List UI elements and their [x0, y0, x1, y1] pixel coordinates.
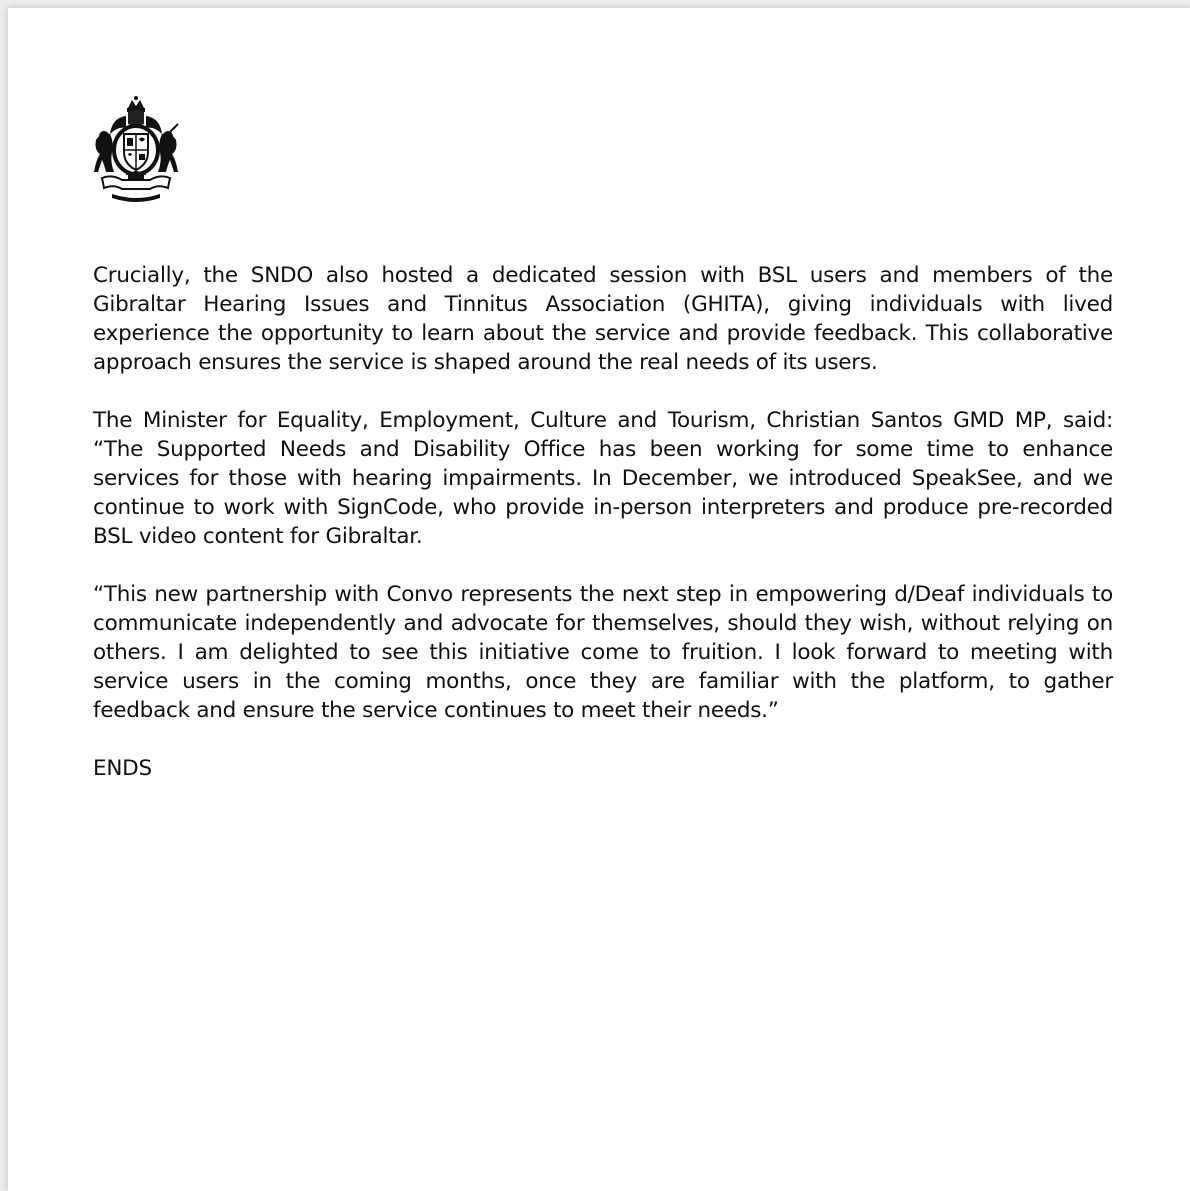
- coat-of-arms-icon: [92, 94, 180, 202]
- paragraph-convo-partnership: “This new partnership with Convo represents the next step in empowering d/Deaf individuals to communicate independently and advocate for themselves, should they wish, without relying on others. I am delighted to see this initiative come to fruition. I look forward to meeting with service users in the coming months, once they are familiar with the platform, to gather feedback and ensure the service continues to meet their needs.”: [93, 582, 1113, 723]
- paragraph-minister-quote: The Minister for Equality, Employment, Culture and Tourism, Christian Santos GMD MP, said: “The Supported Needs and Disability Office has been working for some time to enhance services for those with hearing impairments. In December, we introduced SpeakSee, and we continue to work with SignCode, who provide in-person interpreters and produce pre-recorded BSL video content for Gibraltar.: [93, 408, 1113, 549]
- ends-marker: ENDS: [93, 756, 152, 781]
- press-release-body: [93, 261, 1113, 812]
- paragraph-sndo-session: Crucially, the SNDO also hosted a dedicated session with BSL users and members of the Gibraltar Hearing Issues and Tinnitus Association (GHITA), giving individuals with lived experience the opportunity to learn about the service and provide feedback. This collaborative approach ensures the service is shaped around the real needs of its users.: [93, 263, 1113, 375]
- document-page: [8, 8, 1190, 1191]
